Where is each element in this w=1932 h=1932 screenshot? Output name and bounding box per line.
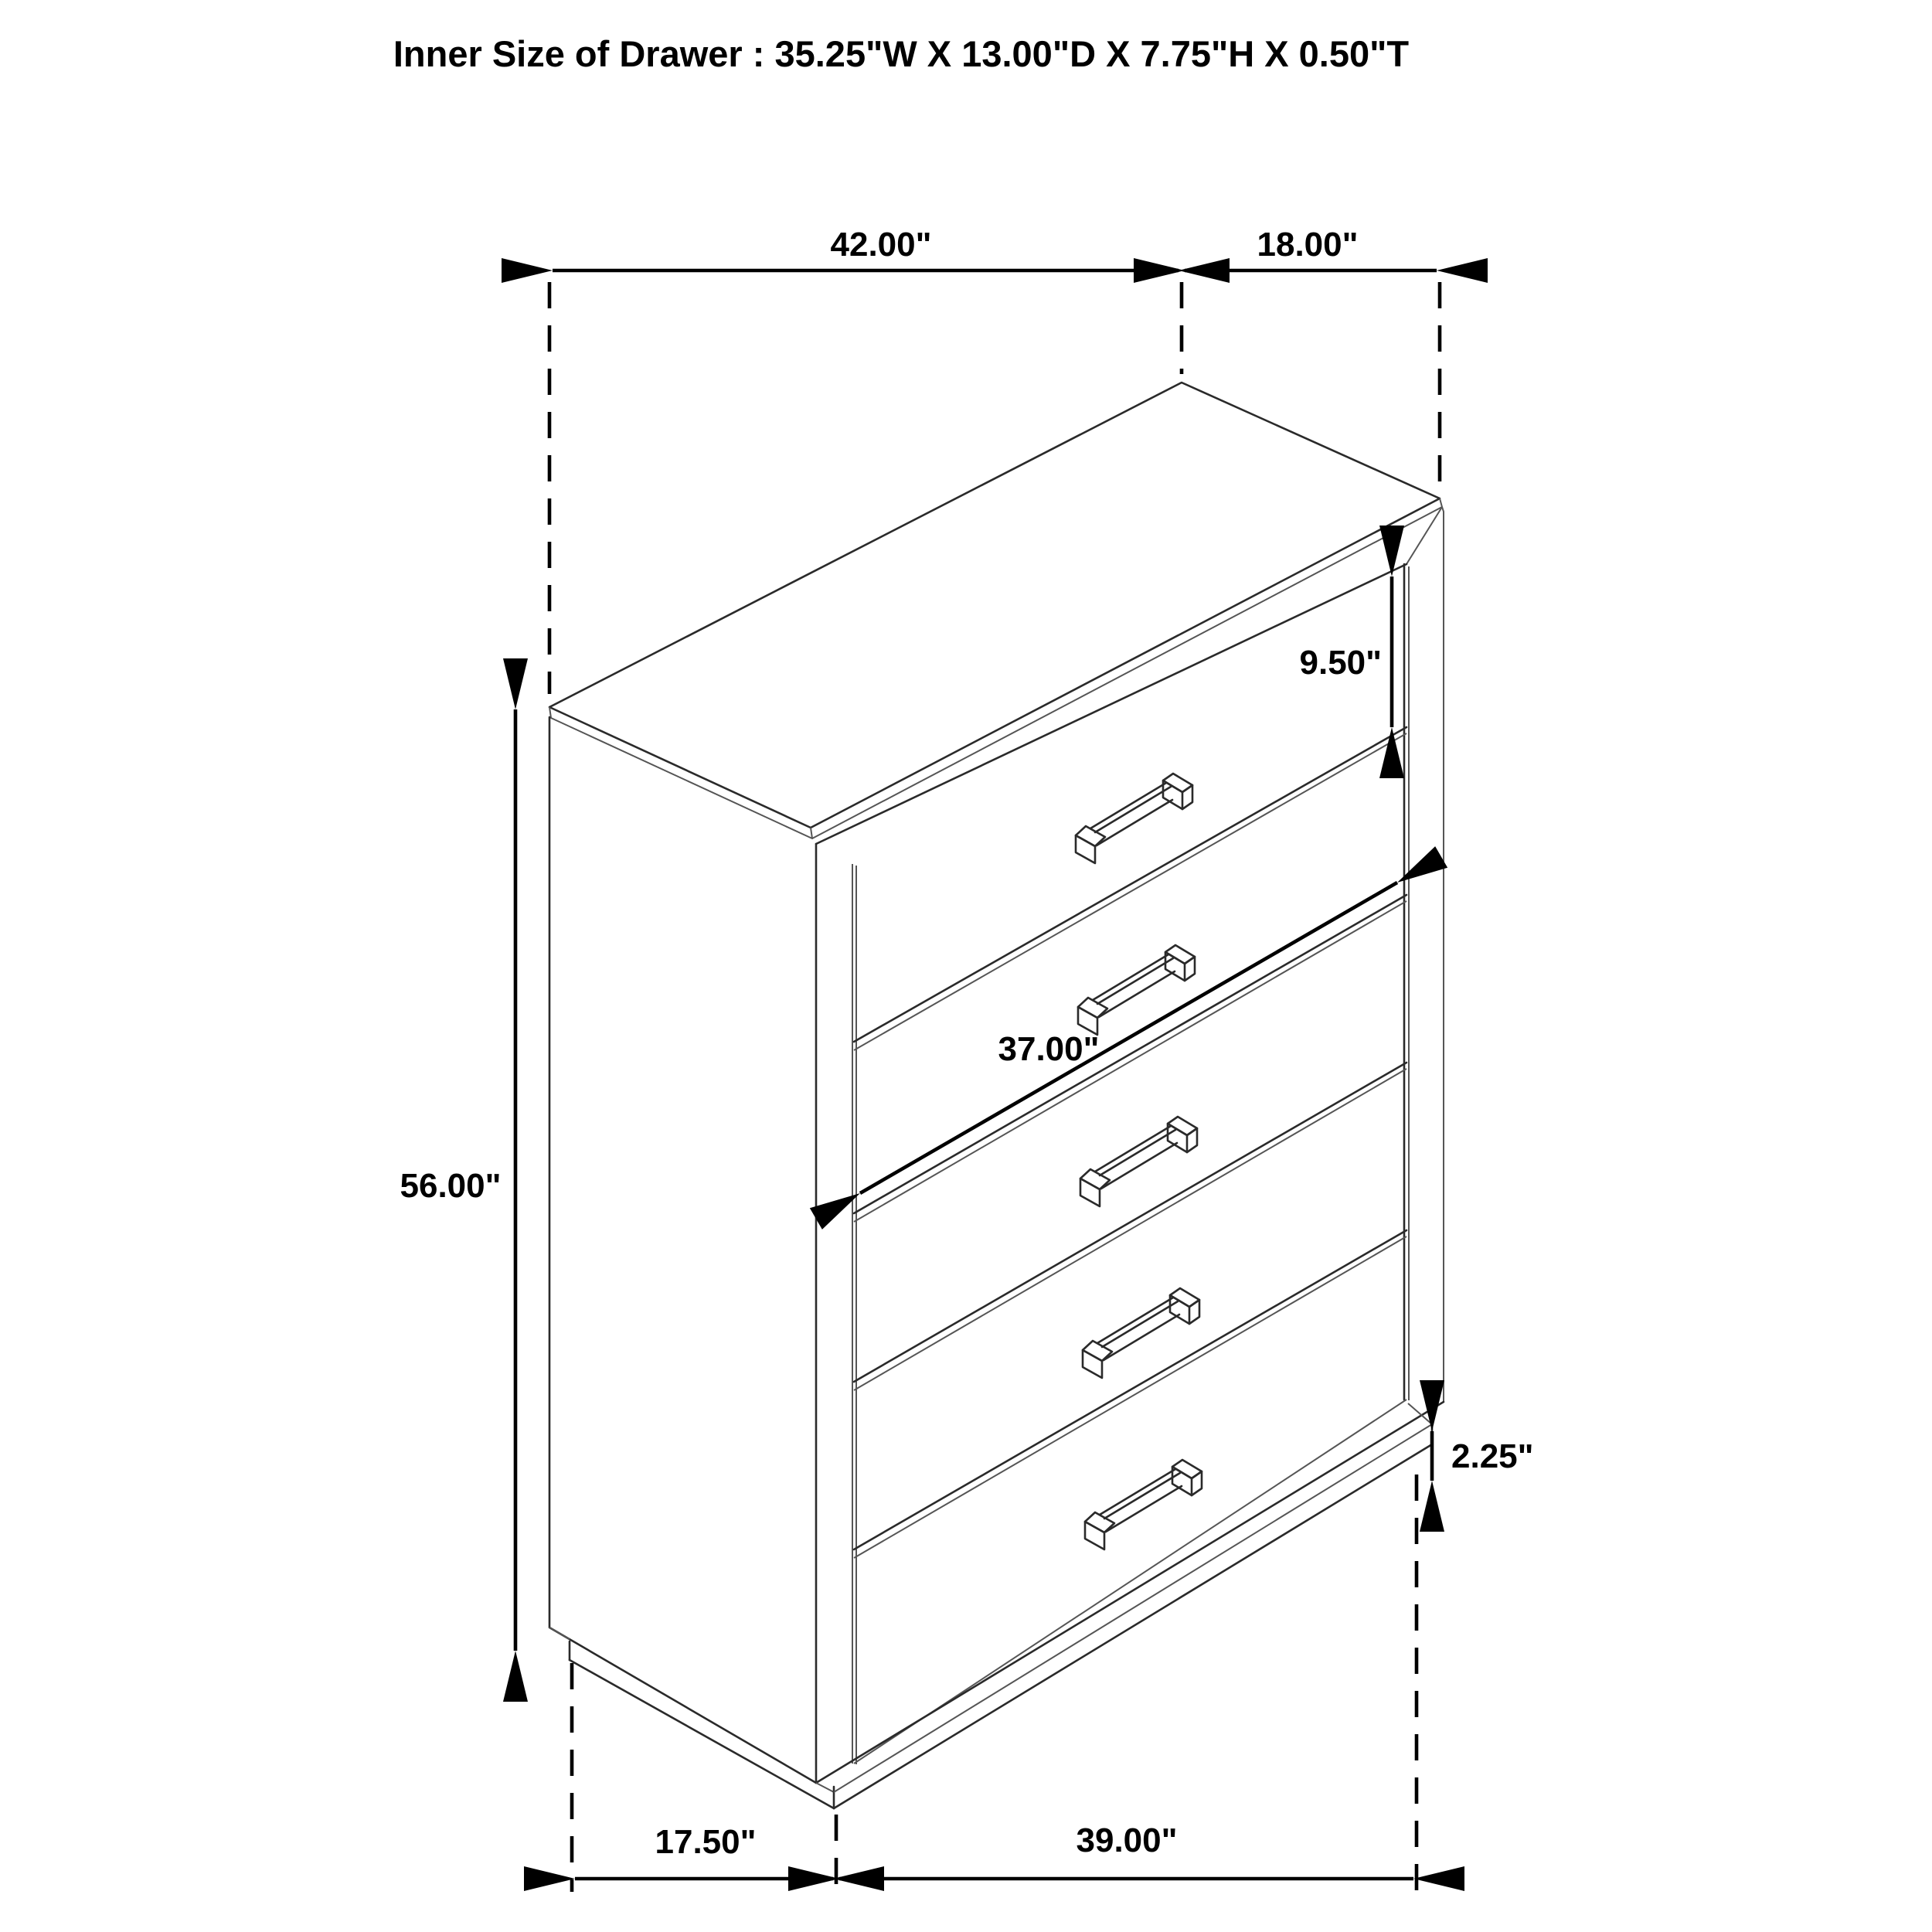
top-slab-edge: [549, 707, 812, 838]
label-top-drawer-height: 9.50": [1299, 644, 1382, 682]
drawer-handles: [1076, 774, 1202, 1549]
label-bottom-width: 39.00": [1076, 1821, 1178, 1859]
plinth-base: [549, 1403, 1432, 1808]
cabinet-drawing: [549, 383, 1444, 1808]
top-face: [549, 383, 1440, 828]
front-top-edge: [816, 564, 1406, 844]
page-title: Inner Size of Drawer : 35.25"W X 13.00"D X 7.75"H X 0.50"T: [393, 33, 1410, 74]
label-top-depth: 18.00": [1257, 226, 1359, 264]
label-bottom-depth: 17.50": [655, 1823, 757, 1861]
label-drawer-inner-width: 37.00": [998, 1030, 1100, 1068]
side-panel: [549, 717, 816, 1783]
drawer-gaps: [854, 727, 1406, 1558]
label-base-height: 2.25": [1451, 1437, 1534, 1475]
right-side-edge: [1442, 507, 1444, 1401]
label-top-width: 42.00": [830, 226, 932, 264]
front-bottom-edge: [816, 1402, 1444, 1783]
label-overall-height: 56.00": [400, 1167, 502, 1205]
